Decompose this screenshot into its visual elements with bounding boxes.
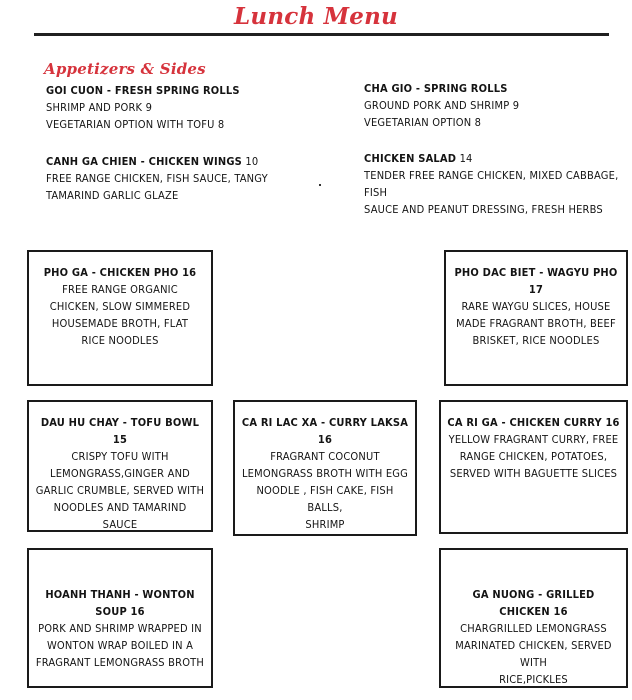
item-price: 14 <box>459 152 473 165</box>
item-desc: FRAGRANT COCONUT <box>270 450 380 463</box>
item-desc: TAMARIND GARLIC GLAZE <box>46 189 179 202</box>
item-name: CANH GA CHIEN - CHICKEN WINGS <box>46 155 242 168</box>
item-desc: NOODLES AND TAMARIND SAUCE <box>53 501 187 531</box>
item-name: CA RI LAC XA - CURRY LAKSA 16 <box>241 416 409 446</box>
item-price: 10 <box>245 155 259 168</box>
menu-box-pho-dac-biet <box>444 250 628 386</box>
item-desc: RARE WAYGU SLICES, HOUSE <box>461 300 611 313</box>
item-desc: CHARGRILLED LEMONGRASS <box>460 622 607 635</box>
item-desc: TENDER FREE RANGE CHICKEN, MIXED CABBAGE, FISH <box>364 169 619 199</box>
menu-box-pho-ga <box>27 250 213 386</box>
item-desc: CRISPY TOFU WITH <box>71 450 169 463</box>
item-desc: SERVED WITH BAGUETTE SLICES <box>449 467 618 480</box>
item-desc: FREE RANGE CHICKEN, FISH SAUCE, TANGY <box>46 172 268 185</box>
item-name: GOI CUON - FRESH SPRING ROLLS <box>46 84 240 97</box>
item-desc: BRISKET, RICE NOODLES <box>472 334 600 347</box>
menu-item-cha-gio <box>364 80 519 131</box>
item-desc: GROUND PORK AND SHRIMP 9 <box>364 99 520 112</box>
menu-box-ca-ri-lac-xa <box>233 400 417 536</box>
item-name: PHO GA - CHICKEN PHO 16 <box>43 266 197 279</box>
item-name: HOANH THANH - WONTON SOUP 16 <box>45 588 195 618</box>
item-name: CA RI GA - CHICKEN CURRY 16 <box>447 416 620 429</box>
item-desc: RANGE CHICKEN, POTATOES, <box>459 450 608 463</box>
item-desc: LEMONGRASS,GINGER AND <box>50 467 190 480</box>
item-desc: SHRIMP AND PORK 9 <box>46 101 153 114</box>
item-desc: FRAGRANT LEMONGRASS BROTH <box>35 656 205 669</box>
item-name: DAU HU CHAY - TOFU BOWL 15 <box>40 416 200 446</box>
item-desc: MADE FRAGRANT BROTH, BEEF <box>456 317 616 330</box>
item-desc: VEGETARIAN OPTION WITH TOFU 8 <box>46 118 225 131</box>
item-desc: RICE NOODLES <box>81 334 159 347</box>
menu-item-goi-cuon <box>46 82 240 133</box>
item-desc: RICE,PICKLES <box>499 673 568 686</box>
stray-dot <box>319 184 321 186</box>
menu-item-chicken-wings <box>46 153 268 204</box>
menu-item-chicken-salad <box>364 150 632 218</box>
item-desc: YELLOW FRAGRANT CURRY, FREE <box>448 433 619 446</box>
item-desc: FREE RANGE ORGANIC <box>62 283 178 296</box>
item-desc: WONTON WRAP BOILED IN A <box>46 639 194 652</box>
item-name: CHA GIO - SPRING ROLLS <box>364 82 508 95</box>
menu-box-ga-nuong <box>439 548 628 688</box>
item-desc: SHRIMP <box>305 518 345 531</box>
title-underline <box>34 33 609 36</box>
item-desc: PORK AND SHRIMP WRAPPED IN <box>38 622 202 635</box>
item-name: GA NUONG - GRILLED CHICKEN 16 <box>472 588 595 618</box>
menu-box-hoanh-thanh <box>27 548 213 688</box>
menu-box-dau-hu-chay <box>27 400 213 532</box>
item-desc: HOUSEMADE BROTH, FLAT <box>51 317 189 330</box>
item-desc: LEMONGRASS BROTH WITH EGG <box>241 467 409 480</box>
item-desc: VEGETARIAN OPTION 8 <box>364 116 482 129</box>
section-heading-appetizers: Appetizers & Sides <box>44 60 206 78</box>
item-desc: MARINATED CHICKEN, SERVED WITH <box>455 639 612 669</box>
menu-title: Lunch Menu <box>234 3 398 30</box>
item-desc: GARLIC CRUMBLE, SERVED WITH <box>35 484 205 497</box>
item-name: PHO DAC BIET - WAGYU PHO 17 <box>454 266 618 296</box>
item-desc: NOODLE , FISH CAKE, FISH BALLS, <box>256 484 394 514</box>
menu-box-ca-ri-ga <box>439 400 628 534</box>
item-desc: CHICKEN, SLOW SIMMERED <box>49 300 191 313</box>
item-desc: SAUCE AND PEANUT DRESSING, FRESH HERBS <box>364 203 603 216</box>
item-name: CHICKEN SALAD <box>364 152 457 165</box>
